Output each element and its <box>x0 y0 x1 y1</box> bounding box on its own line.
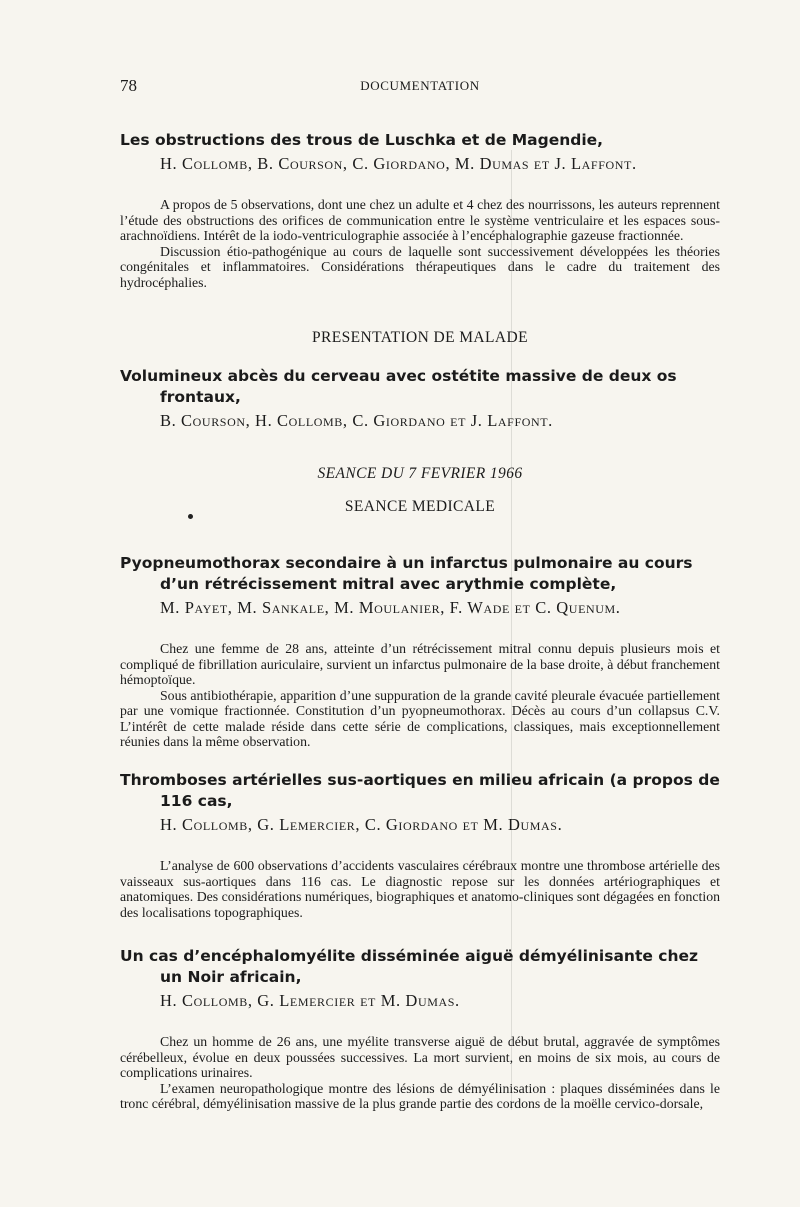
abstract-paragraph: L’examen neuropathologique montre des lésions de démyélinisation : plaques disséminées dans le tronc cérébral, démyélinisation massive de la plus grande partie des cordons de la moëlle cervico-dorsale, <box>120 1080 720 1111</box>
abstract-paragraph: Discussion étio-pathogénique au cours de laquelle sont successivement développées les théories congénitales et inflammatoires. Considérations thérapeutiques dans le cadre du traitement des hydrocéphalies. <box>120 243 720 290</box>
section-heading-presentation: PRESENTATION DE MALADE <box>312 329 528 346</box>
article-title: Pyopneumothorax secondaire à un infarctus pulmonaire au cours d’un rétrécissement mitral avec arythmie complète, <box>120 554 693 593</box>
abstract-paragraph: Chez une femme de 28 ans, atteinte d’un rétrécissement mitral connu depuis plusieurs mois et compliqué de fibrillation auriculaire, survient un infarctus pulmonaire de la base droite, à début franchement hémoptoïque. <box>120 641 720 687</box>
article-authors: H. Collomb, G. Lemercier, C. Giordano et M. Dumas. <box>160 815 563 834</box>
abstract-paragraph: L’analyse de 600 observations d’accidents vasculaires cérébraux montre une thrombose artérielle des vaisseaux sus-aortiques dans 116 cas. Le diagnostic repose sur les données artériographiques et anatomiques. Des considérations numériques, biographiques et anatomo-cliniques sont dégagées en fonction des localisations topographiques. <box>120 858 720 920</box>
article-authors: H. Collomb, G. Lemercier et M. Dumas. <box>160 991 460 1010</box>
article-abces-cerveau <box>120 366 720 431</box>
article-encephalomyelite <box>120 946 720 1112</box>
article-luschka-magendie <box>120 130 720 290</box>
stray-mark <box>188 514 193 519</box>
article-authors: M. Payet, M. Sankale, M. Moulanier, F. Wade et C. Quenum. <box>160 598 621 617</box>
article-title: Un cas d’encéphalomyélite disséminée aiguë démyélinisante chez un Noir africain, <box>120 947 699 986</box>
article-title: Les obstructions des trous de Luschka et de Magendie, <box>120 131 604 149</box>
article-abstract <box>120 641 720 750</box>
abstract-paragraph: Sous antibiothérapie, apparition d’une suppuration de la grande cavité pleurale évacuée partiellement par une vomique fractionnée. Constitution d’un pyopneumothorax. Décès au cours d’un collapsus C.V. L’intérêt de cette malade réside dans cette série de complications, classiques, mais exceptionnellement réunies dans la même observation. <box>120 687 720 749</box>
article-abstract <box>120 1034 720 1112</box>
article-abstract <box>120 858 720 920</box>
page-number: 78 <box>120 76 137 95</box>
article-pyopneumothorax <box>120 553 720 750</box>
running-title: DOCUMENTATION <box>360 78 480 93</box>
section-heading-seance-date: SEANCE DU 7 FEVRIER 1966 <box>317 465 523 482</box>
article-title: Thromboses artérielles sus-aortiques en milieu africain (a propos de 116 cas, <box>120 771 720 810</box>
article-thromboses <box>120 770 720 920</box>
running-header <box>120 76 720 96</box>
article-authors: H. Collomb, B. Courson, C. Giordano, M. Dumas et J. Laffont. <box>160 154 637 173</box>
abstract-paragraph: A propos de 5 observations, dont une chez un adulte et 4 chez des nourrissons, les auteurs reprennent l’étude des obstructions des orifices de communication entre le système ventriculaire et les espaces sous-arachnoïdiens. Intérêt de la iodo-ventriculographie associée à l’encéphalographie gazeuse fractionnée. <box>120 197 720 243</box>
abstract-paragraph: Chez un homme de 26 ans, une myélite transverse aiguë de début brutal, aggravée de symptômes cérébelleux, évolue en deux poussées successives. La mort survient, en moins de six mois, au cours de complications urinaires. <box>120 1034 720 1080</box>
article-title: Volumineux abcès du cerveau avec ostétite massive de deux os frontaux, <box>120 367 677 406</box>
article-authors: B. Courson, H. Collomb, C. Giordano et J. Laffont. <box>160 411 553 430</box>
article-abstract <box>120 197 720 290</box>
section-heading-seance-type: SEANCE MEDICALE <box>344 498 496 515</box>
